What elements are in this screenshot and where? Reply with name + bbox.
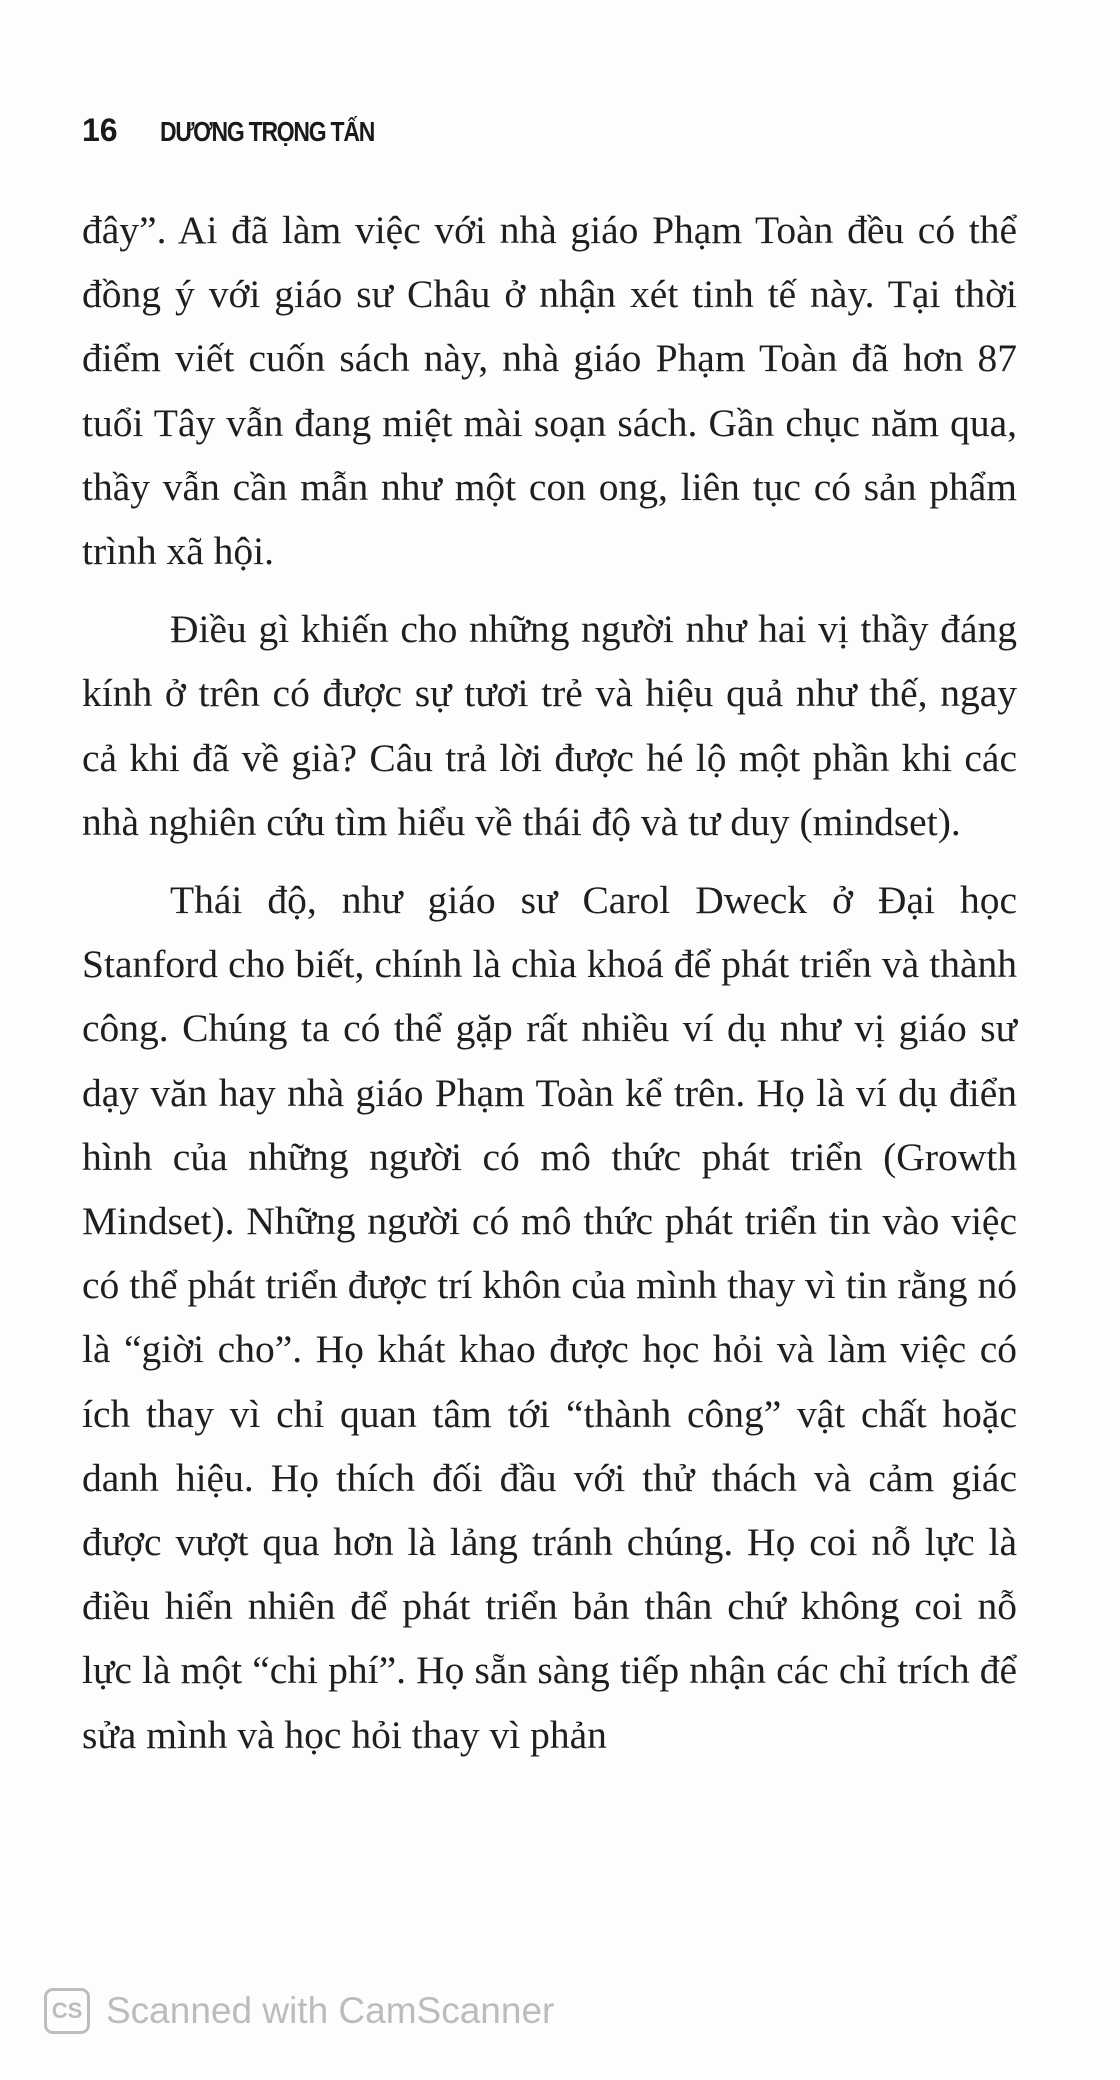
paragraph-1: đây”. Ai đã làm việc với nhà giáo Phạm Toàn đều có thể đồng ý với giáo sư Châu ở nhận xét tinh tế này. Tại thời điểm viết cuốn sách này, nhà giáo Phạm Toàn đã hơn 87 tuổi Tây vẫn đang miệt mài soạn sách. Gần chục năm qua, thầy vẫn cần mẫn như một con ong, liên tục có sản phẩm trình xã hội. [82, 208, 1017, 574]
page-number: 16 [82, 112, 118, 148]
camscanner-watermark [44, 1988, 554, 2034]
running-head [82, 112, 421, 149]
paragraph-3: Thái độ, như giáo sư Carol Dweck ở Đại học Stanford cho biết, chính là chìa khoá để phát triển và thành công. Chúng ta có thể gặp rất nhiều ví dụ như vị giáo sư dạy văn hay nhà giáo Phạm Toàn kể trên. Họ là ví dụ điển hình của những người có mô thức phát triển (Growth Mindset). Những người có mô thức phát triển tin vào việc có thể phát triển được trí khôn của mình thay vì tin rằng nó là “giời cho”. Họ khát khao được học hỏi và làm việc có ích thay vì chỉ quan tâm tới “thành công” vật chất hoặc danh hiệu. Họ thích đối đầu với thử thách và cảm giác được vượt qua hơn là lảng tránh chúng. Họ coi nỗ lực là điều hiển nhiên để phát triển bản thân chứ không coi nỗ lực là một “chi phí”. Họ sẵn sàng tiếp nhận các chỉ trích để sửa mình và học hỏi thay vì phản [82, 878, 1017, 1757]
camscanner-logo-icon: CS [44, 1988, 90, 2034]
watermark-text: Scanned with CamScanner [106, 1990, 555, 2031]
body-text [82, 198, 1017, 1767]
paragraph-2: Điều gì khiến cho những người như hai vị thầy đáng kính ở trên có được sự tươi trẻ và hiệu quả như thế, ngay cả khi đã về già? Câu trả lời được hé lộ một phần khi các nhà nghiên cứu tìm hiểu về thái độ và tư duy (mindset). [82, 607, 1017, 844]
running-head-author: DƯƠNG TRỌNG TẤN [159, 116, 374, 147]
